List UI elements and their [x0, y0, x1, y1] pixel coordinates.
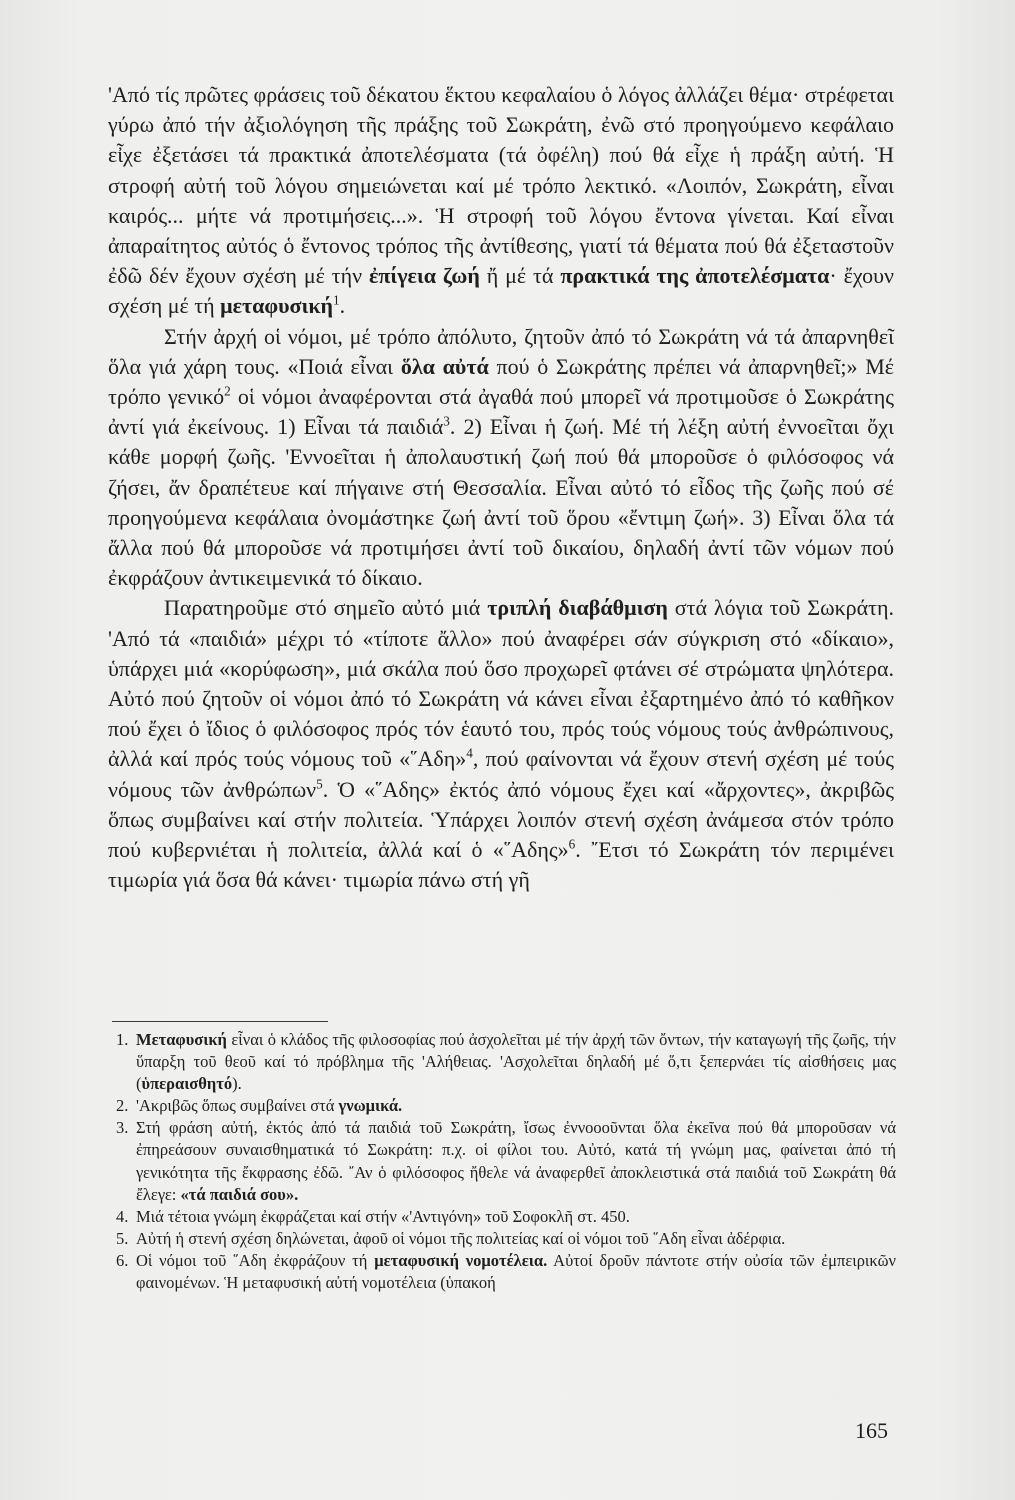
paragraph: [108, 80, 894, 322]
footnote-reference: 5: [316, 776, 323, 792]
paragraph: [108, 593, 894, 895]
footnote-number: 1.: [116, 1030, 129, 1049]
footnote-text: [136, 1207, 630, 1226]
text-run: ἤ μέ τά: [479, 263, 561, 289]
text-run: Στή φράση αὐτή, ἐκτός ἀπό τά παιδιά τοῦ Σωκράτη, ἴσως ἐννοοοῦνται ὅλα ἐκεῖνα πού θά μποροῦσαν νά ἐπηρεάσουν συναισθηματικά τό Σωκράτη: π.χ. οἱ φίλοι του. Αὐτό, κατά τή γνώμη μας, φαίνεται ἀπό τή γενικότητα τῆς ἔκφρασης ἐδῶ. ῎Αν ὁ φιλόσοφος ἤθελε νά ἀναφερθεῖ ἀποκλειστικά στά παιδιά τοῦ Σωκράτη θά ἔλεγε:: [136, 1118, 896, 1204]
footnote: [116, 1095, 896, 1117]
footnote-number: 2.: [116, 1096, 129, 1116]
text-run: 'Από τίς πρῶτες φράσεις τοῦ δέκατου ἕκτου κεφαλαίου ὁ λόγος ἀλλάζει θέμα· στρέφεται γύρω ἀπό τήν ἀξιολόγηση τῆς πράξης τοῦ Σωκράτη, ἐνῶ στό προηγούμενο κεφάλαιο εἶχε ἐξετάσει τά πρακτικά ἀποτελέσματα (τά ὀφέλη) πού θά εἶχε ἡ πράξη αὐτή. Ἡ στροφή αὐτή τοῦ λόγου σημειώνεται καί μέ τρόπο λεκτικό. «Λοιπόν, Σωκράτη, εἶναι καιρός... μήτε νά προτιμήσεις...». Ἡ στροφή τοῦ λόγου ἔντονα γίνεται. Καί εἶναι ἀπαραίτητος αὐτός ὁ ἔντονος τρόπος τῆς ἀντίθεσης, γιατί τά θέματα πού θά ἐξεταστοῦν ἐδῶ δέν ἔχουν σχέση μέ τήν: [108, 82, 894, 289]
text-run: Οἱ νόμοι τοῦ ῞Αδη ἐκφράζουν τή: [136, 1250, 375, 1270]
footnote: [116, 1029, 896, 1095]
footnote-number: 4.: [116, 1206, 129, 1226]
emphasized-term: μεταφυσική: [220, 293, 334, 319]
text-run: · ἔχουν σχέση μέ τή: [108, 263, 894, 319]
text-run: Μιά τέτοια γνώμη ἐκφράζεται καί στήν «'Αντιγόνη» τοῦ Σοφοκλῆ στ. 450.: [136, 1206, 630, 1226]
text-run: Στήν ἀρχή οἱ νόμοι, μέ τρόπο ἀπόλυτο, ζητοῦν ἀπό τό Σωκράτη νά τά ἀπαρνηθεῖ ὅλα γιά χάρη τους. «Ποιά εἶναι: [108, 323, 894, 379]
footnote: [116, 1228, 896, 1250]
emphasized-term: ἐπίγεια ζωή: [368, 263, 480, 289]
text-run: 'Ακριβῶς ὅπως συμβαίνει στά: [136, 1096, 339, 1116]
page-number: 165: [855, 1418, 888, 1443]
footnote-text: [136, 1030, 896, 1093]
emphasized-term: μεταφυσική νομοτέλεια.: [374, 1250, 548, 1270]
text-run: Παρατηροῦμε στό σημεῖο αὐτό μιά: [164, 595, 488, 621]
emphasized-term: πρακτικά της ἀποτελέσματα: [560, 263, 830, 289]
emphasized-term: τριπλή διαβάθμιση: [487, 595, 668, 621]
footnote: [116, 1117, 896, 1205]
emphasized-term: Μεταφυσική: [136, 1030, 227, 1049]
text-run: ).: [232, 1074, 242, 1094]
text-run: εἶναι ὁ κλάδος τῆς φιλοσοφίας πού ἀσχολεῖται μέ τήν ἀρχή τῶν ὄντων, τήν καταγωγή τῆς ζωῆς, τήν ὕπαρξη τοῦ θεοῦ καί τό πρόβλημα τῆς 'Αλήθειας. 'Ασχολεῖται δηλαδή μέ ὅ,τι ξεπερνάει τίς αἰσθήσεις μας (: [136, 1030, 896, 1094]
text-run: στά λόγια τοῦ Σωκράτη. 'Από τά «παιδιά» μέχρι τό «τίποτε ἄλλο» πού ἀναφέρει σάν σύγκριση στό «δίκαιο», ὑπάρχει μιά «κορύφωση», μιά σκάλα πού ὅσο προχωρεῖ φτάνει σέ στρώματα ψηλότερα. Αὐτό πού ζητοῦν οἱ νόμοι ἀπό τό Σωκράτη νά κάνει εἶναι ἐξαρτημένο ἀπό τό καθῆκον πού ἔχει ὁ ἴδιος ὁ φιλόσοφος πρός τόν ἑαυτό του, πρός τούς νόμους τούς ἀνθρώπινους, ἀλλά καί πρός τούς νόμους τοῦ «῞Αδη»: [108, 595, 895, 772]
paragraph: [108, 322, 894, 594]
emphasized-term: «τά παιδιά σου».: [180, 1184, 299, 1204]
footnote: [116, 1250, 896, 1294]
emphasized-term: ὅλα αὐτά: [400, 353, 489, 379]
footnote-text: [136, 1118, 896, 1203]
text-run: . 2) Εἶναι ἡ ζωή. Μέ τή λέξη αὐτή ἐννοεῖται ὄχι κάθε μορφή ζωῆς. 'Εννοεῖται ἡ ἀπολαυστική ζωή πού θά μποροῦσε ὁ φιλόσοφος νά ζήσει, ἄν δραπέτευε καί πήγαινε στή Θεσσαλία. Εἶναι αὐτό τό εἶδος τῆς ζωῆς πού σέ προηγούμενα κεφάλαια ὀνομάστηκε ζωή ἀντί τοῦ ὅρου «ἔντιμη ζωή». 3) Εἶναι ὅλα τά ἄλλα πού θά μποροῦσε νά προτιμήσει ἀντί τοῦ δικαίου, δηλαδή ἀντί τῶν νόμων πού ἐκφράζουν ἀντικειμενικά τό δίκαιο.: [108, 414, 894, 591]
text-run: . ῎Ετσι τό Σωκράτη τόν περιμένει τιμωρία γιά ὅσα θά κάνει· τιμωρία πάνω στή γῆ: [108, 837, 894, 893]
footnote-reference: 3: [443, 413, 450, 429]
footnote-reference: 1: [333, 293, 340, 309]
footnote-reference: 4: [466, 746, 473, 762]
text-run: οἱ νόμοι ἀναφέρονται στά ἀγαθά πού μπορεῖ νά προτιμοῦσε ὁ Σωκράτης ἀντί γιά ἐκείνους. 1) Εἶναι τά παιδιά: [108, 384, 894, 440]
footnote-number: 6.: [116, 1250, 129, 1270]
footnote-reference: 2: [224, 383, 231, 399]
text-run: .: [339, 293, 346, 319]
footnotes-list: [116, 1029, 896, 1294]
footnote-reference: 6: [568, 836, 576, 852]
text-run: πού ὁ Σωκράτης πρέπει νά ἀπαρνηθεῖ;» Μέ τρόπο γενικό: [108, 353, 894, 410]
footnote-text: [136, 1251, 896, 1292]
text-run: Αὐτή ἡ στενή σχέση δηλώνεται, ἀφοῦ οἱ νόμοι τῆς πολιτείας καί οἱ νόμοι τοῦ ῞Αδη εἶναι ἀδέρφια.: [136, 1228, 786, 1248]
text-run: , πού φαίνονται νά ἔχουν στενή σχέση μέ τούς νόμους τῶν ἀνθρώπων: [108, 746, 894, 802]
footnote-number: 3.: [116, 1118, 129, 1138]
emphasized-term: γνωμικά.: [338, 1096, 403, 1116]
footnote-number: 5.: [116, 1228, 129, 1248]
footnote: [116, 1206, 896, 1228]
footnote-separator: [112, 1021, 328, 1022]
text-run: Αὐτοί δροῦν πάντοτε στήν οὐσία τῶν ἐμπειρικῶν φαινομένων. Ἡ μεταφυσική αὐτή νομοτέλεια (ὑπακοή: [136, 1250, 897, 1293]
footnote-text: [136, 1229, 785, 1248]
main-text: [108, 80, 894, 895]
emphasized-term: ὑπεραισθητό: [141, 1074, 233, 1094]
text-run: . Ὁ «῞Αδης» ἐκτός ἀπό νόμους ἔχει καί «ἄρχοντες», ἀκριβῶς ὅπως συμβαίνει καί στήν πολιτεία. Ὑπάρχει λοιπόν στενή σχέση ἀνάμεσα στόν τρόπο πού κυβερνιέται ἡ πολιτεία, ἀλλά καί ὁ «῞Αδης»: [108, 776, 894, 863]
footnote-text: [136, 1096, 402, 1115]
